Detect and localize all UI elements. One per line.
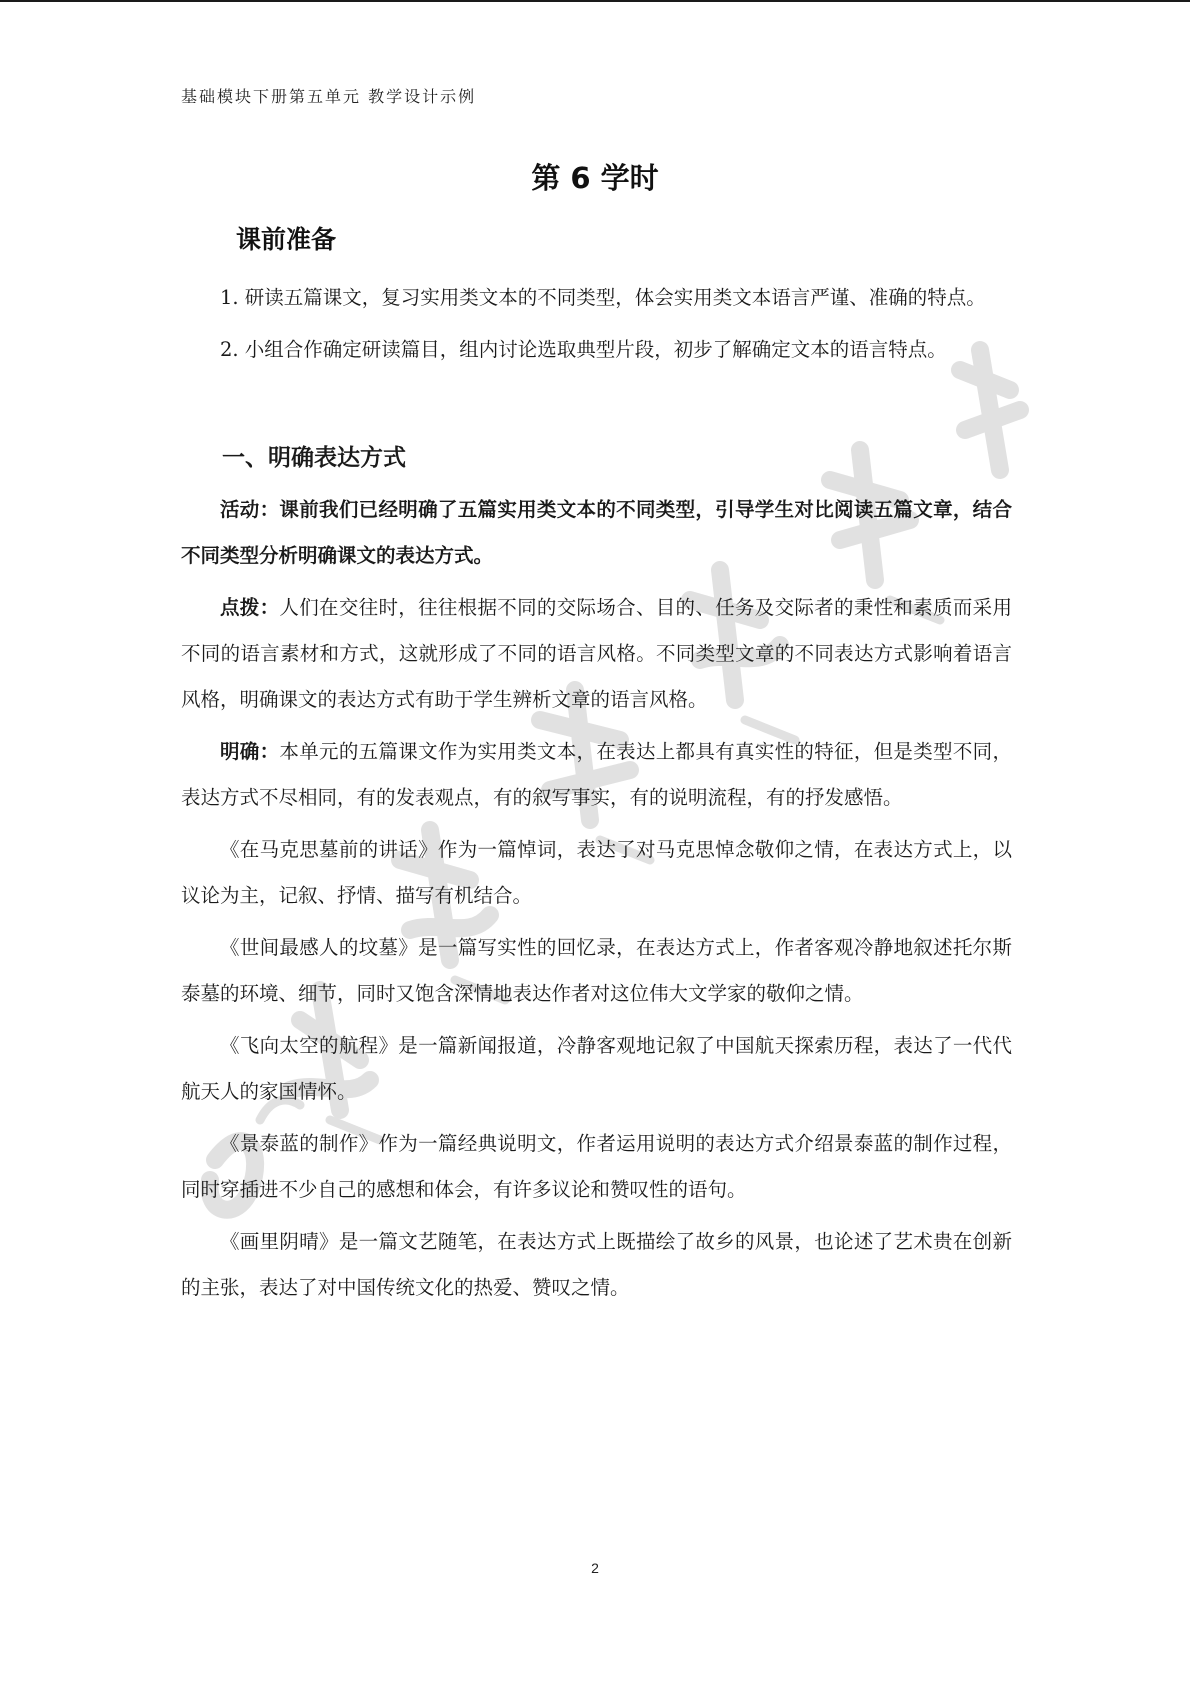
- clear-label: 明确：: [220, 740, 280, 763]
- clear-paragraph: [181, 729, 1012, 821]
- text-analysis-paragraph: 《飞向太空的航程》是一篇新闻报道，冷静客观地记叙了中国航天探索历程，表达了一代代航天人的家国情怀。: [181, 1034, 1012, 1103]
- prep-heading: 课前准备: [236, 225, 337, 254]
- clear-text: 本单元的五篇课文作为实用类文本，在表达上都具有真实性的特征，但是类型不同，表达方式不尽相同，有的发表观点，有的叙写事实，有的说明流程，有的抒发感悟。: [181, 740, 1012, 809]
- page-number: 2: [591, 1560, 599, 1576]
- activity-paragraph: 活动：课前我们已经明确了五篇实用类文本的不同类型，引导学生对比阅读五篇文章，结合不同类型分析明确课文的表达方式。: [181, 498, 1012, 567]
- text-analysis-paragraph: 《景泰蓝的制作》作为一篇经典说明文，作者运用说明的表达方式介绍景泰蓝的制作过程，同时穿插进不少自己的感想和体会，有许多议论和赞叹性的语句。: [181, 1132, 1012, 1201]
- tip-label: 点拨：: [220, 596, 280, 619]
- text-analysis-paragraph: 《画里阴晴》是一篇文艺随笔，在表达方式上既描绘了故乡的风景，也论述了艺术贵在创新的主张，表达了对中国传统文化的热爱、赞叹之情。: [181, 1230, 1012, 1299]
- page-title: 第 6 学时: [531, 161, 659, 195]
- tip-text: 人们在交往时，往往根据不同的交际场合、目的、任务及交际者的秉性和素质而采用不同的语言素材和方式，这就形成了不同的语言风格。不同类型文章的不同表达方式影响着语言风格，明确课文的表达方式有助于学生辨析文章的语言风格。: [181, 596, 1012, 711]
- prep-item: 1. 研读五篇课文，复习实用类文本的不同类型，体会实用类文本语言严谨、准确的特点。: [220, 286, 986, 309]
- body-content: [181, 275, 1012, 1317]
- tip-paragraph: [181, 585, 1012, 723]
- text-analysis-paragraph: 《在马克思墓前的讲话》作为一篇悼词，表达了对马克思悼念敬仰之情，在表达方式上，以议论为主，记叙、抒情、描写有机结合。: [181, 838, 1012, 907]
- running-header: 基础模块下册第五单元 教学设计示例: [181, 87, 477, 106]
- top-border-rule: [0, 0, 1190, 2]
- text-analysis-paragraph: 《世间最感人的坟墓》是一篇写实性的回忆录，在表达方式上，作者客观冷静地叙述托尔斯泰墓的环境、细节，同时又饱含深情地表达作者对这位伟大文学家的敬仰之情。: [181, 936, 1012, 1005]
- prep-item: 2. 小组合作确定研读篇目，组内讨论选取典型片段，初步了解确定文本的语言特点。: [220, 338, 947, 361]
- section-heading: 一、明确表达方式: [222, 445, 406, 471]
